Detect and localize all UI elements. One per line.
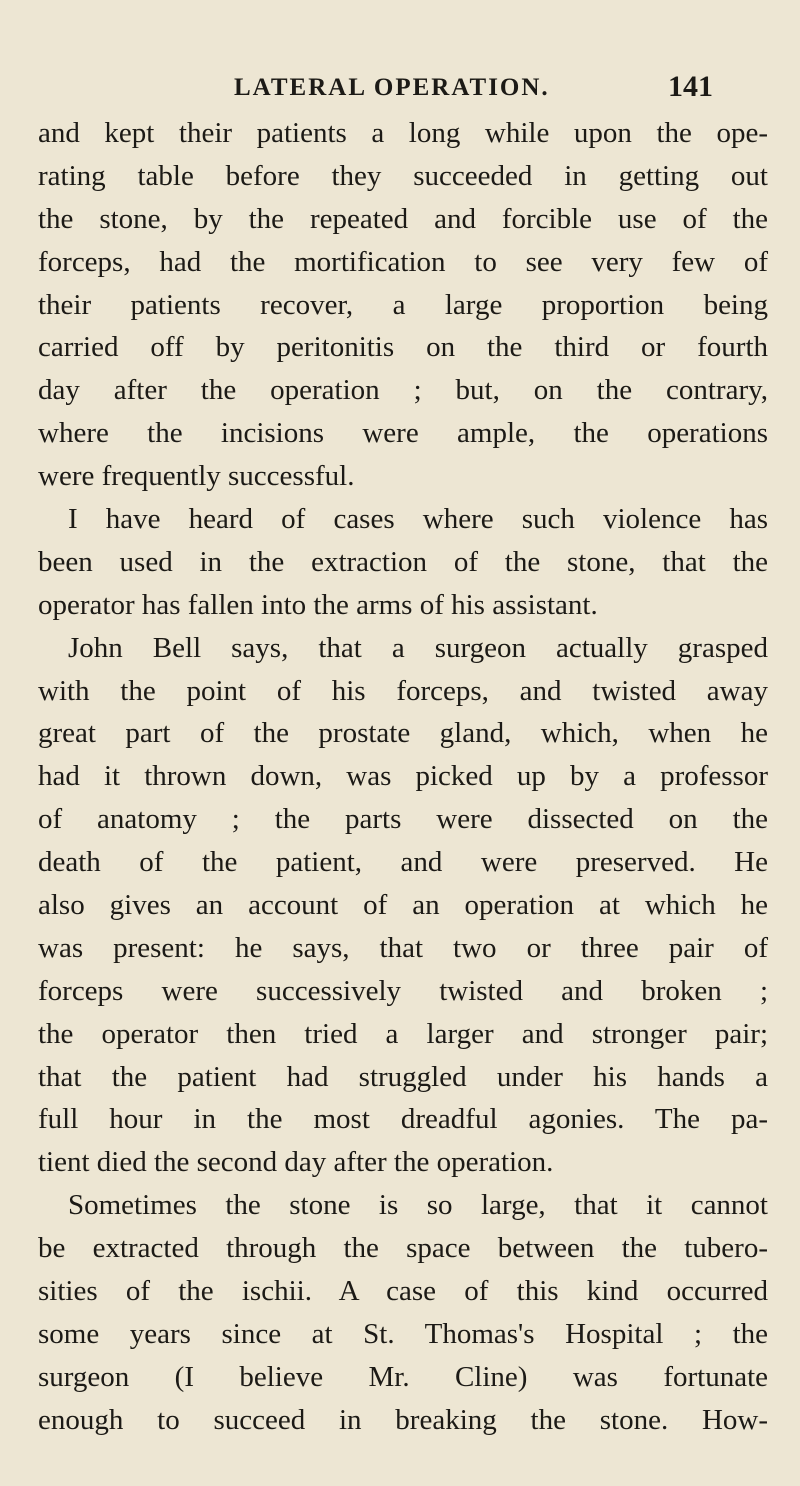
page-number: 141: [668, 70, 713, 103]
text-line: where the incisions were ample, the operations: [38, 417, 768, 450]
text-line: great part of the prostate gland, which, when he: [38, 717, 768, 750]
text-line: rating table before they succeeded in getting out: [38, 159, 768, 192]
text-line: had it thrown down, was picked up by a professor: [38, 760, 768, 793]
text-line: of anatomy ; the parts were dissected on the: [38, 803, 768, 836]
text-line: their patients recover, a large proportion being: [38, 288, 768, 321]
text-line: death of the patient, and were preserved. He: [38, 846, 768, 879]
running-title: LATERAL OPERATION.: [234, 74, 550, 101]
text-line: full hour in the most dreadful agonies. The pa-: [38, 1103, 768, 1136]
text-line: John Bell says, that a surgeon actually grasped: [68, 631, 768, 664]
running-head: [0, 70, 800, 108]
text-line: the operator then tried a larger and stronger pair;: [38, 1017, 768, 1050]
text-line: Sometimes the stone is so large, that it cannot: [68, 1189, 768, 1222]
text-line: be extracted through the space between the tubero-: [38, 1232, 768, 1265]
text-line: carried off by peritonitis on the third or fourth: [38, 331, 768, 364]
text-line: tient died the second day after the operation.: [38, 1146, 554, 1179]
text-line: been used in the extraction of the stone, that the: [38, 545, 768, 578]
text-line: day after the operation ; but, on the contrary,: [38, 374, 768, 407]
text-line: enough to succeed in breaking the stone. How-: [38, 1403, 768, 1436]
text-line: and kept their patients a long while upon the ope-: [38, 117, 768, 149]
text-line: was present: he says, that two or three pair of: [38, 931, 768, 964]
text-line: I have heard of cases where such violence has: [68, 503, 768, 536]
text-line: also gives an account of an operation at which he: [38, 889, 768, 922]
text-line: surgeon (I believe Mr. Cline) was fortunate: [38, 1360, 768, 1393]
text-line: operator has fallen into the arms of his assistant.: [38, 588, 598, 621]
text-line: were frequently successful.: [38, 460, 355, 493]
text-line: forceps, had the mortification to see very few of: [38, 245, 768, 278]
text-line: the stone, by the repeated and forcible use of the: [38, 202, 768, 235]
text-line: with the point of his forceps, and twisted away: [38, 674, 768, 707]
body-text: [38, 112, 768, 1442]
text-line: some years since at St. Thomas's Hospital ; the: [38, 1317, 768, 1350]
text-line: that the patient had struggled under his hands a: [38, 1060, 768, 1093]
text-line: forceps were successively twisted and broken ;: [38, 974, 768, 1007]
text-line: sities of the ischii. A case of this kind occurred: [38, 1275, 768, 1308]
